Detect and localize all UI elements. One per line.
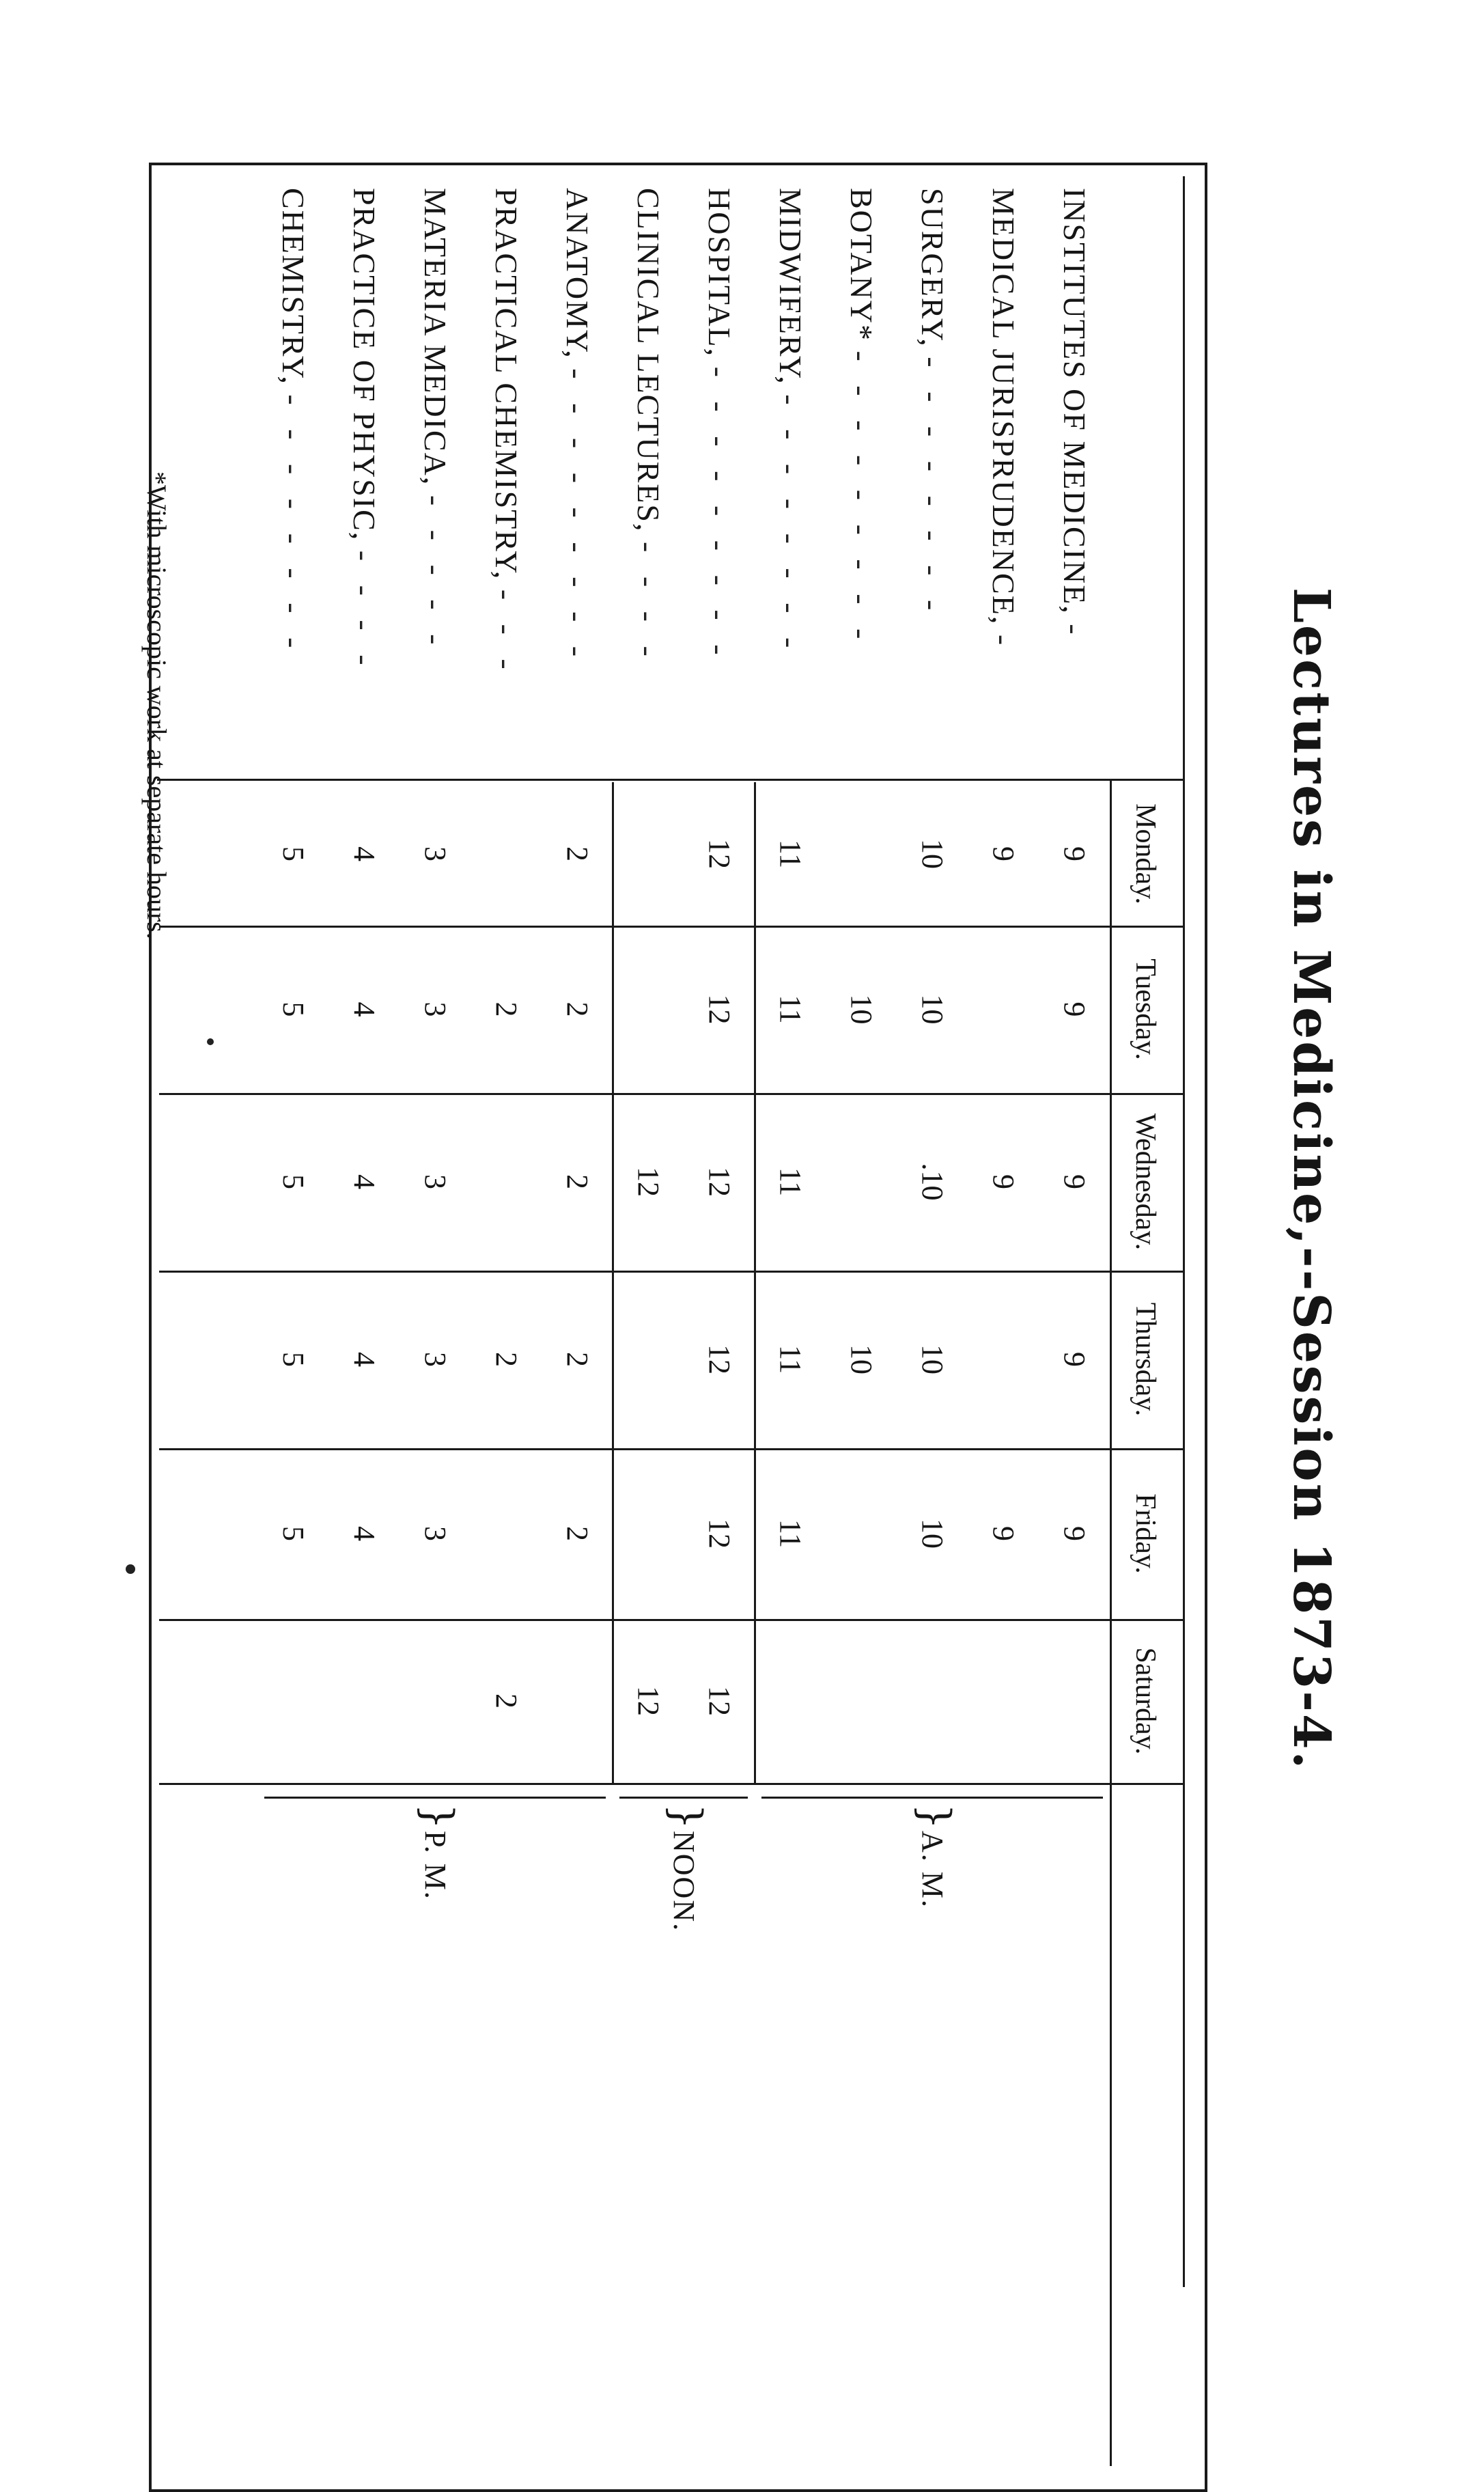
lecture-hour-cell: 2 bbox=[490, 1693, 523, 1708]
lecture-hour-cell: .10 bbox=[916, 1163, 949, 1201]
leader-dots: - - - - bbox=[347, 550, 382, 674]
lecture-hour-cell: 11 bbox=[774, 995, 807, 1024]
lecture-hour-cell bbox=[257, 1619, 328, 1783]
subject-name: INSTITUTES OF MEDICINE, bbox=[1057, 188, 1092, 615]
header-rule bbox=[1110, 779, 1112, 2466]
lecture-hour-cell: 9 bbox=[1058, 1174, 1091, 1189]
leader-dots: - - - - bbox=[631, 542, 666, 665]
lecture-hour-cell: 10 bbox=[916, 1344, 949, 1374]
leader-dots: - - - - - bbox=[418, 495, 453, 653]
lecture-hour-cell bbox=[826, 782, 897, 926]
lecture-hour-cell: 12 bbox=[632, 1167, 665, 1197]
lecture-hour-cell: 10 bbox=[845, 994, 878, 1025]
lecture-hour-cell bbox=[471, 1093, 542, 1271]
lecture-hour-cell bbox=[613, 1448, 684, 1619]
leader-dots: - - - - - - - - - bbox=[844, 350, 879, 648]
lecture-hour-cell: 5 bbox=[277, 1352, 310, 1367]
subject-name: PRACTICAL CHEMISTRY, bbox=[489, 188, 524, 581]
lecture-hour-cell: 10 bbox=[916, 1519, 949, 1549]
lecture-hour-cell: 5 bbox=[277, 1174, 310, 1189]
lecture-hour-cell: 2 bbox=[561, 1001, 594, 1017]
lecture-hour-cell: 9 bbox=[1058, 1526, 1091, 1541]
lecture-hour-cell bbox=[755, 1619, 826, 1783]
lecture-hour-cell: 9 bbox=[987, 1174, 1020, 1189]
day-header: Saturday. bbox=[1130, 1647, 1161, 1755]
lecture-hour-cell: 9 bbox=[1058, 846, 1091, 861]
subject-name: HOSPITAL, bbox=[702, 188, 737, 358]
subject-name: PRACTICE OF PHYSIC, bbox=[347, 188, 382, 542]
lecture-hour-cell: 9 bbox=[987, 846, 1020, 861]
group-bracket bbox=[264, 1797, 606, 1799]
lecture-hour-cell: 12 bbox=[703, 1167, 736, 1197]
subject-row-label bbox=[471, 188, 542, 775]
subject-column-rule bbox=[157, 779, 1185, 781]
lecture-hour-cell bbox=[826, 1093, 897, 1271]
lecture-hour-cell bbox=[1039, 1619, 1110, 1783]
day-header: Thursday. bbox=[1130, 1302, 1161, 1417]
subject-row-label bbox=[826, 188, 897, 775]
leader-dots: - - - - - - - - bbox=[276, 394, 311, 656]
subject-row-label bbox=[684, 188, 755, 775]
lecture-hour-cell: 12 bbox=[632, 1686, 665, 1716]
lecture-hour-cell: 4 bbox=[348, 846, 381, 861]
time-group-label: A. M. bbox=[916, 1831, 949, 1909]
lecture-hour-cell bbox=[613, 1271, 684, 1448]
day-header: Tuesday. bbox=[1130, 958, 1161, 1060]
leader-dots: - bbox=[1057, 624, 1092, 643]
lecture-hour-cell: 2 bbox=[561, 1526, 594, 1541]
subject-name: CLINICAL LECTURES, bbox=[631, 188, 666, 533]
lecture-hour-cell: 10 bbox=[916, 839, 949, 869]
leader-dots: - - - bbox=[489, 589, 524, 678]
brace-icon: } bbox=[911, 1803, 959, 1830]
lecture-hour-cell: 5 bbox=[277, 1526, 310, 1541]
subject-name: BOTANY* bbox=[844, 188, 879, 342]
lecture-hour-cell bbox=[613, 926, 684, 1093]
lecture-hour-cell bbox=[613, 782, 684, 926]
lecture-hour-cell bbox=[471, 1448, 542, 1619]
lecture-hour-cell: 12 bbox=[703, 839, 736, 869]
lecture-hour-cell bbox=[897, 1619, 968, 1783]
lecture-hour-cell bbox=[328, 1619, 400, 1783]
lecture-hour-cell: 3 bbox=[419, 1526, 452, 1541]
leader-dots: - - - - - - - - bbox=[773, 394, 808, 656]
time-group-label: NOON. bbox=[667, 1831, 701, 1933]
lecture-hour-cell: 9 bbox=[1058, 1001, 1091, 1017]
ink-speck bbox=[126, 1564, 135, 1574]
day-header: Wednesday. bbox=[1130, 1113, 1161, 1251]
lecture-hour-cell: 11 bbox=[774, 839, 807, 869]
lecture-hour-cell bbox=[542, 1619, 613, 1783]
group-bracket bbox=[761, 1797, 1103, 1799]
ink-speck bbox=[207, 1038, 214, 1045]
lecture-hour-cell: 12 bbox=[703, 1519, 736, 1549]
lecture-hour-cell: 12 bbox=[703, 1344, 736, 1374]
subject-name: SURGERY, bbox=[915, 188, 950, 348]
subject-name: MIDWIFERY, bbox=[773, 188, 808, 385]
lecture-hour-cell bbox=[826, 1619, 897, 1783]
group-rule bbox=[754, 782, 756, 1783]
lecture-hour-cell: 9 bbox=[1058, 1352, 1091, 1367]
subject-row-label bbox=[755, 188, 826, 775]
page-title: Lectures in Medicine,--Session 1873-4. bbox=[1282, 587, 1341, 1771]
group-bracket bbox=[619, 1797, 748, 1799]
lecture-hour-cell: 11 bbox=[774, 1167, 807, 1197]
lecture-hour-cell: 3 bbox=[419, 1352, 452, 1367]
lecture-hour-cell bbox=[968, 1619, 1039, 1783]
brace-icon: } bbox=[414, 1803, 462, 1830]
subject-name: MATERIA MEDICA, bbox=[418, 188, 453, 486]
lecture-hour-cell bbox=[968, 926, 1039, 1093]
subject-name: CHEMISTRY, bbox=[276, 188, 311, 385]
lecture-hour-cell: 12 bbox=[703, 1686, 736, 1716]
subject-row-label bbox=[542, 188, 613, 775]
leader-dots: - - - - - - - - - bbox=[702, 366, 737, 663]
lecture-hour-cell: 4 bbox=[348, 1001, 381, 1017]
lecture-hour-cell: 5 bbox=[277, 1001, 310, 1017]
lecture-hour-cell: 2 bbox=[561, 1352, 594, 1367]
lecture-hour-cell: 3 bbox=[419, 846, 452, 861]
day-header: Friday. bbox=[1130, 1493, 1161, 1574]
subject-row-label bbox=[968, 188, 1039, 775]
lecture-hour-cell: 9 bbox=[987, 1526, 1020, 1541]
lecture-hour-cell: 3 bbox=[419, 1001, 452, 1017]
brace-icon: } bbox=[662, 1803, 710, 1830]
footnote: *With microscopic work at separate hours. bbox=[141, 471, 172, 939]
leader-dots: - - - - - - - - - bbox=[560, 368, 595, 665]
column-rule bbox=[159, 1783, 1184, 1785]
lecture-hour-cell: 10 bbox=[845, 1344, 878, 1374]
lecture-hour-cell bbox=[400, 1619, 471, 1783]
lecture-hour-cell: 2 bbox=[561, 1174, 594, 1189]
group-rule bbox=[612, 782, 614, 1783]
lecture-hour-cell: 2 bbox=[490, 1001, 523, 1017]
lecture-hour-cell: 12 bbox=[703, 994, 736, 1025]
subject-name: MEDICAL JURISPRUDENCE, bbox=[986, 188, 1021, 626]
lecture-hour-cell: 5 bbox=[277, 846, 310, 861]
subject-row-label bbox=[613, 188, 684, 775]
lecture-hour-cell: 3 bbox=[419, 1174, 452, 1189]
lecture-hour-cell: 4 bbox=[348, 1174, 381, 1189]
leader-dots: - bbox=[986, 634, 1021, 654]
subject-row-label bbox=[897, 188, 968, 775]
lecture-hour-cell: 11 bbox=[774, 1344, 807, 1374]
lecture-hour-cell: 4 bbox=[348, 1352, 381, 1367]
subject-name: ANATOMY, bbox=[560, 188, 595, 359]
day-header: Monday. bbox=[1130, 803, 1161, 904]
lecture-hour-cell: 10 bbox=[916, 994, 949, 1025]
lecture-hour-cell: 2 bbox=[561, 846, 594, 861]
lecture-hour-cell: 2 bbox=[490, 1352, 523, 1367]
lecture-hour-cell bbox=[968, 1271, 1039, 1448]
time-group-label: P. M. bbox=[419, 1831, 452, 1900]
lecture-hour-cell: 11 bbox=[774, 1519, 807, 1549]
lecture-hour-cell bbox=[826, 1448, 897, 1619]
subject-row-label bbox=[257, 188, 328, 775]
leader-dots: - - - - - - - - bbox=[915, 357, 950, 619]
subject-row-label bbox=[1039, 188, 1110, 775]
subject-row-label bbox=[328, 188, 400, 775]
table-top-rule bbox=[1183, 176, 1185, 2287]
subject-row-label bbox=[400, 188, 471, 775]
lecture-hour-cell bbox=[471, 782, 542, 926]
lecture-hour-cell: 4 bbox=[348, 1526, 381, 1541]
